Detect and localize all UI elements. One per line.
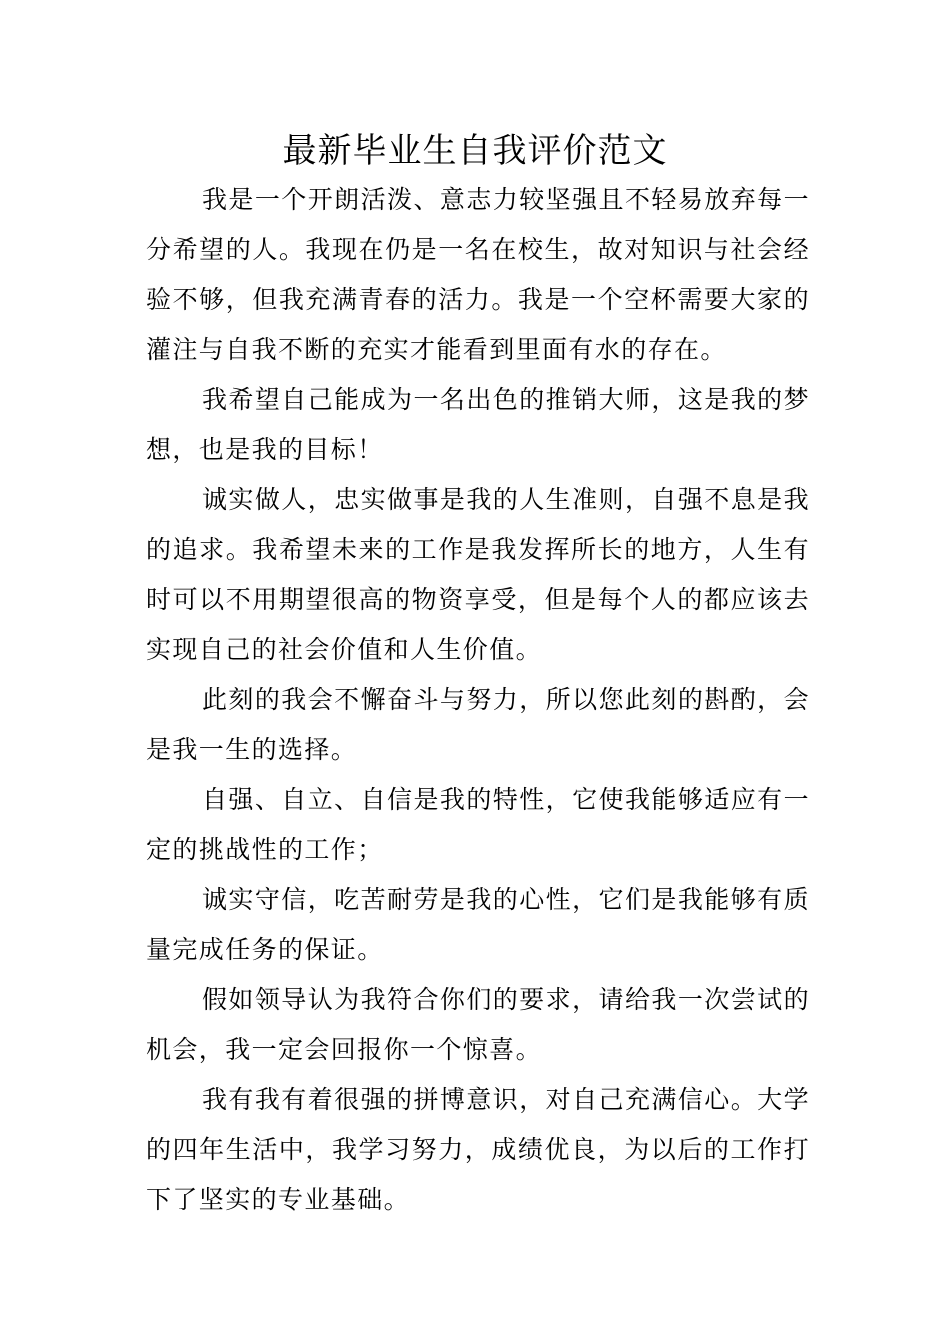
document-title: 最新毕业生自我评价范文 bbox=[282, 131, 668, 171]
paragraph-6: 诚实守信，吃苦耐劳是我的心性，它们是我能够有质量完成任务的保证。 bbox=[146, 885, 810, 964]
paragraph-5: 自强、自立、自信是我的特性，它使我能够适应有一定的挑战性的工作； bbox=[146, 785, 810, 864]
paragraph-2: 我希望自己能成为一名出色的推销大师，这是我的梦想，也是我的目标！ bbox=[146, 385, 810, 464]
paragraph-4: 此刻的我会不懈奋斗与努力，所以您此刻的斟酌，会是我一生的选择。 bbox=[146, 685, 810, 764]
paragraph-1: 我是一个开朗活泼、意志力较坚强且不轻易放弃每一分希望的人。我现在仍是一名在校生，故对知识与社会经验不够，但我充满青春的活力。我是一个空杯需要大家的灌注与自我不断的充实才能看到里面有水的存在。 bbox=[146, 185, 810, 364]
paragraph-8: 我有我有着很强的拼博意识，对自己充满信心。大学的四年生活中，我学习努力，成绩优良，为以后的工作打下了坚实的专业基础。 bbox=[146, 1085, 810, 1214]
paragraph-3: 诚实做人，忠实做事是我的人生准则，自强不息是我的追求。我希望未来的工作是我发挥所长的地方，人生有时可以不用期望很高的物资享受，但是每个人的都应该去实现自己的社会价值和人生价值。 bbox=[146, 485, 810, 664]
document-body bbox=[146, 175, 810, 1225]
paragraph-7: 假如领导认为我符合你们的要求，请给我一次尝试的机会，我一定会回报你一个惊喜。 bbox=[146, 985, 810, 1064]
